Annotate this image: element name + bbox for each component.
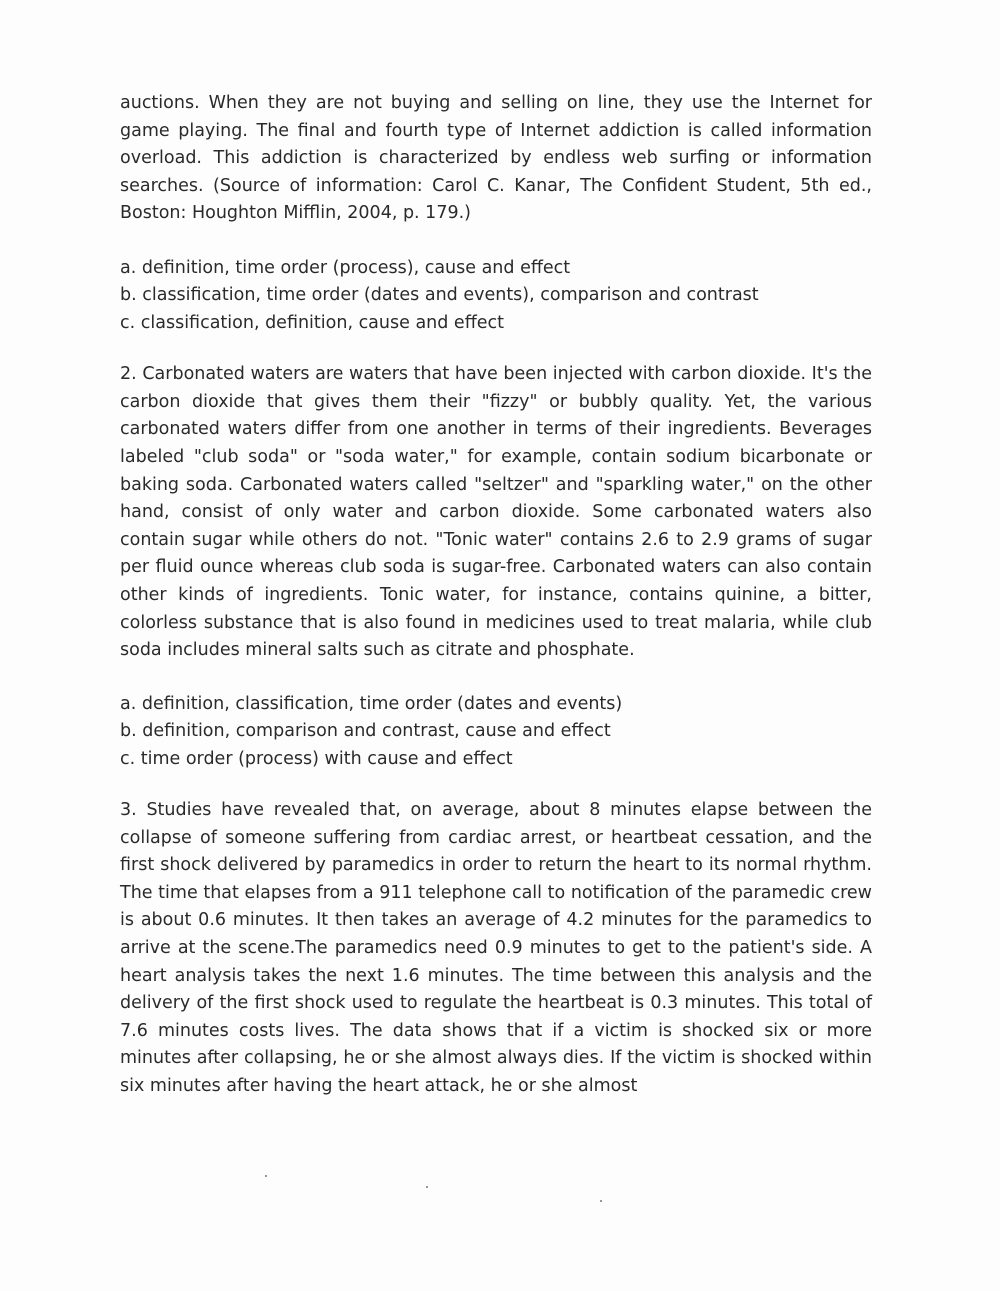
passage-1-continuation: auctions. When they are not buying and selling on line, they use the Internet for game playing. The final and fourth type of Internet addiction is called information overload. This addiction is characterized by endless web surfing or information searches. (Source of information: Carol C. Kanar, The Confident Student, 5th ed., Boston: Houghton Mifflin, 2004, p. 179.) (120, 93, 872, 224)
passage-2: 2. Carbonated waters are waters that have been injected with carbon dioxide. It's the carbon dioxide that gives them their "fizzy" or bubbly quality. Yet, the various carbonated waters differ from one another in terms of their ingredients. Beverages labeled "club soda" or "soda water," for example, contain sodium bicarbonate or baking soda. Carbonated waters called "seltzer" and "sparkling water," on the other hand, consist of only water and carbon dioxide. Some carbonated waters also contain sugar while others do not. "Tonic water" contains 2.6 to 2.9 grams of sugar per fluid ounce whereas club soda is sugar-free. Carbonated waters can also contain other kinds of ingredients. Tonic water, for instance, contains quinine, a bitter, colorless substance that is also found in medicines used to treat malaria, while club soda includes mineral salts such as citrate and phosphate. (120, 364, 872, 661)
scan-speck (426, 1186, 428, 1188)
passage-3: 3. Studies have revealed that, on average, about 8 minutes elapse between the collapse of someone suffering from cardiac arrest, or heartbeat cessation, and the first shock delivered by paramedics in order to return the heart to its normal rhythm. The time that elapses from a 911 telephone call to notification of the paramedic crew is about 0.6 minutes. It then takes an average of 4.2 minutes for the paramedics to arrive at the scene.The paramedics need 0.9 minutes to get to the patient's side. A heart analysis takes the next 1.6 minutes. The time between this analysis and the delivery of the first shock used to regulate the heartbeat is 0.3 minutes. This total of 7.6 minutes costs lives. The data shows that if a victim is shocked six or more minutes after collapsing, he or she almost always dies. If the victim is shocked within six minutes after having the heart attack, he or she almost (120, 799, 872, 1096)
question-2-option-b: b. definition, comparison and contrast, cause and effect (120, 721, 611, 742)
scan-speck (600, 1200, 602, 1202)
question-2-options (120, 691, 872, 773)
question-1-option-a: a. definition, time order (process), cause and effect (120, 257, 571, 278)
question-1-options (120, 255, 872, 337)
question-1-option-b: b. classification, time order (dates and events), comparison and contrast (120, 285, 759, 306)
question-2-option-a: a. definition, classification, time order (dates and events) (120, 693, 623, 714)
question-2-option-c: c. time order (process) with cause and effect (120, 748, 513, 769)
question-1-option-c: c. classification, definition, cause and effect (120, 312, 505, 333)
scan-speck (265, 1175, 267, 1177)
page-content (120, 90, 872, 1100)
